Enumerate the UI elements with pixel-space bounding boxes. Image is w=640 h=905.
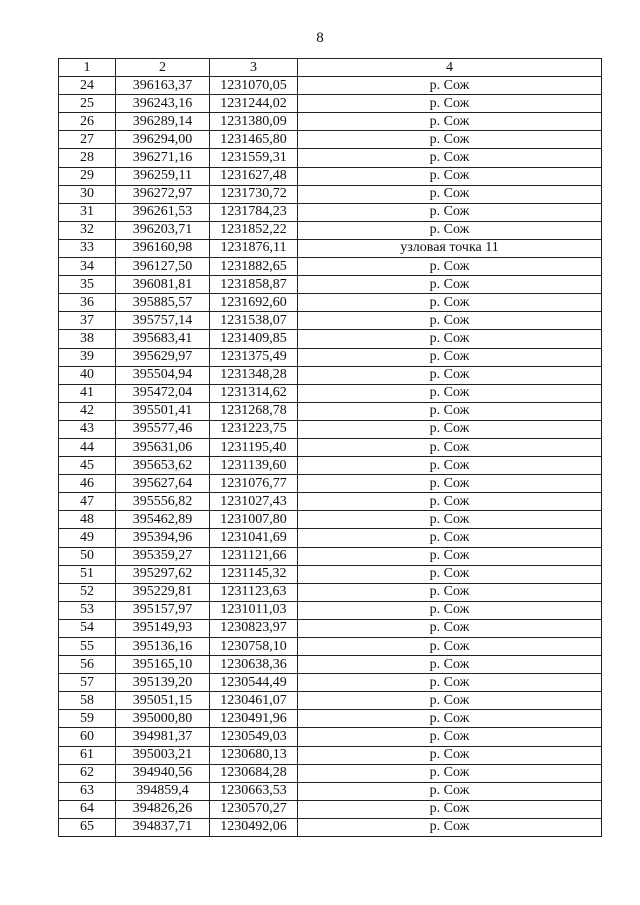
table-row <box>59 818 602 836</box>
description-cell: р. Сож <box>298 330 602 348</box>
table-row <box>59 420 602 438</box>
table-row <box>59 221 602 239</box>
table-row <box>59 619 602 637</box>
point-number-cell: 24 <box>59 77 116 95</box>
y-coordinate-cell: 1231784,23 <box>210 203 298 221</box>
table-row <box>59 384 602 402</box>
description-cell: р. Сож <box>298 746 602 764</box>
point-number-cell: 55 <box>59 638 116 656</box>
description-cell: р. Сож <box>298 167 602 185</box>
description-cell: р. Сож <box>298 565 602 583</box>
point-number-cell: 40 <box>59 366 116 384</box>
description-cell: р. Сож <box>298 493 602 511</box>
description-cell: р. Сож <box>298 638 602 656</box>
point-number-cell: 44 <box>59 438 116 456</box>
table-row <box>59 294 602 312</box>
point-number-cell: 30 <box>59 185 116 203</box>
x-coordinate-cell: 395629,97 <box>116 348 210 366</box>
x-coordinate-cell: 395577,46 <box>116 420 210 438</box>
point-number-cell: 54 <box>59 619 116 637</box>
table-row <box>59 276 602 294</box>
description-cell: р. Сож <box>298 95 602 113</box>
x-coordinate-cell: 396261,53 <box>116 203 210 221</box>
point-number-cell: 48 <box>59 511 116 529</box>
x-coordinate-cell: 395297,62 <box>116 565 210 583</box>
table-row <box>59 782 602 800</box>
description-cell: р. Сож <box>298 294 602 312</box>
x-coordinate-cell: 395757,14 <box>116 312 210 330</box>
x-coordinate-cell: 395653,62 <box>116 457 210 475</box>
table-row <box>59 149 602 167</box>
y-coordinate-cell: 1231375,49 <box>210 348 298 366</box>
point-number-cell: 32 <box>59 221 116 239</box>
table-row <box>59 312 602 330</box>
x-coordinate-cell: 394940,56 <box>116 764 210 782</box>
y-coordinate-cell: 1231139,60 <box>210 457 298 475</box>
table-row <box>59 674 602 692</box>
description-cell: узловая точка 11 <box>298 239 602 257</box>
point-number-cell: 42 <box>59 402 116 420</box>
table-row <box>59 547 602 565</box>
y-coordinate-cell: 1231121,66 <box>210 547 298 565</box>
x-coordinate-cell: 395885,57 <box>116 294 210 312</box>
table-row <box>59 583 602 601</box>
x-coordinate-cell: 395136,16 <box>116 638 210 656</box>
x-coordinate-cell: 395556,82 <box>116 493 210 511</box>
y-coordinate-cell: 1230663,53 <box>210 782 298 800</box>
y-coordinate-cell: 1231011,03 <box>210 601 298 619</box>
description-cell: р. Сож <box>298 529 602 547</box>
coordinates-table <box>58 58 602 837</box>
y-coordinate-cell: 1231007,80 <box>210 511 298 529</box>
point-number-cell: 47 <box>59 493 116 511</box>
description-cell: р. Сож <box>298 258 602 276</box>
point-number-cell: 52 <box>59 583 116 601</box>
x-coordinate-cell: 395051,15 <box>116 692 210 710</box>
x-coordinate-cell: 396243,16 <box>116 95 210 113</box>
y-coordinate-cell: 1231559,31 <box>210 149 298 167</box>
y-coordinate-cell: 1231195,40 <box>210 438 298 456</box>
description-cell: р. Сож <box>298 149 602 167</box>
description-cell: р. Сож <box>298 402 602 420</box>
description-cell: р. Сож <box>298 203 602 221</box>
y-coordinate-cell: 1230549,03 <box>210 728 298 746</box>
y-coordinate-cell: 1230491,96 <box>210 710 298 728</box>
x-coordinate-cell: 394826,26 <box>116 800 210 818</box>
table-row <box>59 601 602 619</box>
point-number-cell: 57 <box>59 674 116 692</box>
point-number-cell: 46 <box>59 475 116 493</box>
description-cell: р. Сож <box>298 710 602 728</box>
x-coordinate-cell: 395627,64 <box>116 475 210 493</box>
table-row <box>59 800 602 818</box>
point-number-cell: 29 <box>59 167 116 185</box>
y-coordinate-cell: 1231858,87 <box>210 276 298 294</box>
table-row <box>59 764 602 782</box>
x-coordinate-cell: 396160,98 <box>116 239 210 257</box>
x-coordinate-cell: 396294,00 <box>116 131 210 149</box>
y-coordinate-cell: 1231348,28 <box>210 366 298 384</box>
table-row <box>59 258 602 276</box>
y-coordinate-cell: 1231123,63 <box>210 583 298 601</box>
y-coordinate-cell: 1230544,49 <box>210 674 298 692</box>
x-coordinate-cell: 396271,16 <box>116 149 210 167</box>
x-coordinate-cell: 395462,89 <box>116 511 210 529</box>
table-row <box>59 565 602 583</box>
column-header-4: 4 <box>298 59 602 77</box>
x-coordinate-cell: 395003,21 <box>116 746 210 764</box>
description-cell: р. Сож <box>298 619 602 637</box>
point-number-cell: 35 <box>59 276 116 294</box>
description-cell: р. Сож <box>298 764 602 782</box>
table-row <box>59 529 602 547</box>
y-coordinate-cell: 1231076,77 <box>210 475 298 493</box>
x-coordinate-cell: 396289,14 <box>116 113 210 131</box>
point-number-cell: 45 <box>59 457 116 475</box>
table-row <box>59 493 602 511</box>
x-coordinate-cell: 396163,37 <box>116 77 210 95</box>
description-cell: р. Сож <box>298 221 602 239</box>
table-row <box>59 366 602 384</box>
point-number-cell: 37 <box>59 312 116 330</box>
x-coordinate-cell: 395472,04 <box>116 384 210 402</box>
description-cell: р. Сож <box>298 475 602 493</box>
x-coordinate-cell: 394981,37 <box>116 728 210 746</box>
table-row <box>59 656 602 674</box>
point-number-cell: 27 <box>59 131 116 149</box>
table-row <box>59 438 602 456</box>
y-coordinate-cell: 1231882,65 <box>210 258 298 276</box>
table-row <box>59 692 602 710</box>
y-coordinate-cell: 1230823,97 <box>210 619 298 637</box>
description-cell: р. Сож <box>298 438 602 456</box>
x-coordinate-cell: 396127,50 <box>116 258 210 276</box>
description-cell: р. Сож <box>298 583 602 601</box>
point-number-cell: 60 <box>59 728 116 746</box>
description-cell: р. Сож <box>298 366 602 384</box>
y-coordinate-cell: 1230680,13 <box>210 746 298 764</box>
point-number-cell: 33 <box>59 239 116 257</box>
point-number-cell: 31 <box>59 203 116 221</box>
point-number-cell: 41 <box>59 384 116 402</box>
table-row <box>59 95 602 113</box>
point-number-cell: 50 <box>59 547 116 565</box>
x-coordinate-cell: 394837,71 <box>116 818 210 836</box>
point-number-cell: 63 <box>59 782 116 800</box>
point-number-cell: 39 <box>59 348 116 366</box>
description-cell: р. Сож <box>298 113 602 131</box>
point-number-cell: 28 <box>59 149 116 167</box>
y-coordinate-cell: 1231244,02 <box>210 95 298 113</box>
point-number-cell: 43 <box>59 420 116 438</box>
table-row <box>59 402 602 420</box>
y-coordinate-cell: 1231314,62 <box>210 384 298 402</box>
y-coordinate-cell: 1230461,07 <box>210 692 298 710</box>
point-number-cell: 59 <box>59 710 116 728</box>
page-number: 8 <box>316 30 324 46</box>
y-coordinate-cell: 1231268,78 <box>210 402 298 420</box>
point-number-cell: 34 <box>59 258 116 276</box>
y-coordinate-cell: 1230570,27 <box>210 800 298 818</box>
description-cell: р. Сож <box>298 420 602 438</box>
description-cell: р. Сож <box>298 547 602 565</box>
y-coordinate-cell: 1231876,11 <box>210 239 298 257</box>
x-coordinate-cell: 395149,93 <box>116 619 210 637</box>
point-number-cell: 36 <box>59 294 116 312</box>
description-cell: р. Сож <box>298 457 602 475</box>
y-coordinate-cell: 1230684,28 <box>210 764 298 782</box>
table-body <box>59 77 602 837</box>
x-coordinate-cell: 395229,81 <box>116 583 210 601</box>
description-cell: р. Сож <box>298 131 602 149</box>
description-cell: р. Сож <box>298 692 602 710</box>
x-coordinate-cell: 395359,27 <box>116 547 210 565</box>
y-coordinate-cell: 1230758,10 <box>210 638 298 656</box>
x-coordinate-cell: 395683,41 <box>116 330 210 348</box>
table-row <box>59 330 602 348</box>
x-coordinate-cell: 395501,41 <box>116 402 210 420</box>
x-coordinate-cell: 395165,10 <box>116 656 210 674</box>
column-header-2: 2 <box>116 59 210 77</box>
x-coordinate-cell: 395139,20 <box>116 674 210 692</box>
table-row <box>59 746 602 764</box>
point-number-cell: 49 <box>59 529 116 547</box>
description-cell: р. Сож <box>298 312 602 330</box>
y-coordinate-cell: 1230638,36 <box>210 656 298 674</box>
table-row <box>59 185 602 203</box>
description-cell: р. Сож <box>298 674 602 692</box>
table-row <box>59 457 602 475</box>
x-coordinate-cell: 395504,94 <box>116 366 210 384</box>
point-number-cell: 26 <box>59 113 116 131</box>
table-row <box>59 511 602 529</box>
y-coordinate-cell: 1231409,85 <box>210 330 298 348</box>
table-row <box>59 710 602 728</box>
table-row <box>59 77 602 95</box>
table-row <box>59 728 602 746</box>
x-coordinate-cell: 395157,97 <box>116 601 210 619</box>
description-cell: р. Сож <box>298 348 602 366</box>
y-coordinate-cell: 1231538,07 <box>210 312 298 330</box>
y-coordinate-cell: 1231380,09 <box>210 113 298 131</box>
table-row <box>59 239 602 257</box>
point-number-cell: 58 <box>59 692 116 710</box>
y-coordinate-cell: 1231223,75 <box>210 420 298 438</box>
x-coordinate-cell: 396203,71 <box>116 221 210 239</box>
y-coordinate-cell: 1231070,05 <box>210 77 298 95</box>
point-number-cell: 62 <box>59 764 116 782</box>
point-number-cell: 65 <box>59 818 116 836</box>
x-coordinate-cell: 396272,97 <box>116 185 210 203</box>
y-coordinate-cell: 1231627,48 <box>210 167 298 185</box>
x-coordinate-cell: 395000,80 <box>116 710 210 728</box>
y-coordinate-cell: 1230492,06 <box>210 818 298 836</box>
point-number-cell: 56 <box>59 656 116 674</box>
description-cell: р. Сож <box>298 511 602 529</box>
x-coordinate-cell: 394859,4 <box>116 782 210 800</box>
table-row <box>59 113 602 131</box>
description-cell: р. Сож <box>298 601 602 619</box>
column-header-1: 1 <box>59 59 116 77</box>
point-number-cell: 25 <box>59 95 116 113</box>
table-row <box>59 203 602 221</box>
description-cell: р. Сож <box>298 782 602 800</box>
description-cell: р. Сож <box>298 77 602 95</box>
table-row <box>59 131 602 149</box>
point-number-cell: 64 <box>59 800 116 818</box>
x-coordinate-cell: 395631,06 <box>116 438 210 456</box>
y-coordinate-cell: 1231027,43 <box>210 493 298 511</box>
table-header-row <box>59 59 602 77</box>
x-coordinate-cell: 395394,96 <box>116 529 210 547</box>
x-coordinate-cell: 396081,81 <box>116 276 210 294</box>
y-coordinate-cell: 1231041,69 <box>210 529 298 547</box>
y-coordinate-cell: 1231852,22 <box>210 221 298 239</box>
point-number-cell: 61 <box>59 746 116 764</box>
x-coordinate-cell: 396259,11 <box>116 167 210 185</box>
column-header-3: 3 <box>210 59 298 77</box>
table-row <box>59 167 602 185</box>
point-number-cell: 53 <box>59 601 116 619</box>
description-cell: р. Сож <box>298 800 602 818</box>
description-cell: р. Сож <box>298 728 602 746</box>
description-cell: р. Сож <box>298 276 602 294</box>
y-coordinate-cell: 1231692,60 <box>210 294 298 312</box>
y-coordinate-cell: 1231465,80 <box>210 131 298 149</box>
table-row <box>59 638 602 656</box>
table-row <box>59 475 602 493</box>
description-cell: р. Сож <box>298 185 602 203</box>
y-coordinate-cell: 1231145,32 <box>210 565 298 583</box>
point-number-cell: 38 <box>59 330 116 348</box>
description-cell: р. Сож <box>298 656 602 674</box>
description-cell: р. Сож <box>298 384 602 402</box>
y-coordinate-cell: 1231730,72 <box>210 185 298 203</box>
point-number-cell: 51 <box>59 565 116 583</box>
description-cell: р. Сож <box>298 818 602 836</box>
table-row <box>59 348 602 366</box>
